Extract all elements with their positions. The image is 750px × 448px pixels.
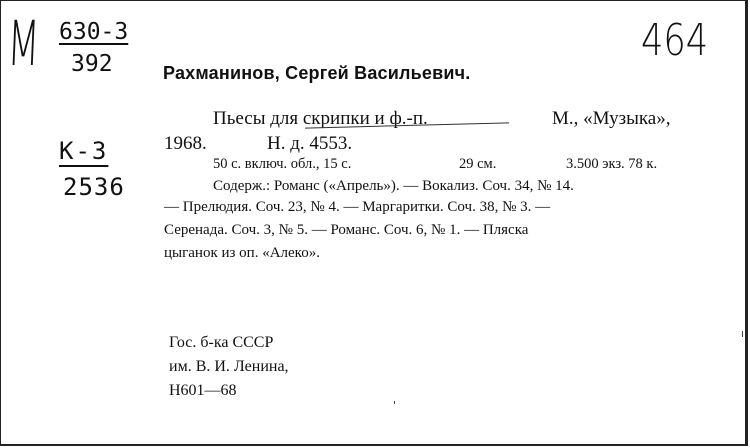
handwritten-call-number-bottom: 392 — [71, 51, 113, 77]
plate-number: Н. д. 4553. — [267, 133, 353, 154]
handwritten-corner-number: 464 — [641, 15, 709, 66]
library-name: Гос. б-ка СССР — [169, 334, 274, 351]
handwritten-k-code-bottom: 2536 — [63, 173, 125, 201]
page-count: 50 с. включ. обл., 15 с. — [213, 156, 352, 172]
format-size: 29 см. — [459, 156, 497, 172]
handwritten-call-number-top: 630-3 — [59, 19, 129, 45]
scan-speck — [742, 331, 743, 337]
work-title: Пьесы для скрипки и ф.-п. — [213, 108, 428, 129]
author-heading: Рахманинов, Сергей Васильевич. — [163, 63, 471, 83]
contents-line: цыганок из оп. «Алеко». — [164, 245, 320, 261]
handwritten-mark-letter: M — [5, 7, 42, 80]
library-name-line2: им. В. И. Ленина, — [169, 358, 289, 375]
contents-line: — Прелюдия. Соч. 23, № 4. — Маргаритки. Соч. 38, № 3. — — [164, 199, 551, 215]
handwritten-k-code-top: К-3 — [59, 137, 109, 165]
contents-line: Содерж.: Романс («Апрель»). — Вокализ. Соч. 34, № 14. — [213, 178, 574, 194]
contents-line: Серенада. Соч. 3, № 5. — Романс. Соч. 6, № 1. — Пляска — [164, 222, 529, 238]
scan-speck — [394, 401, 395, 404]
print-run-price: 3.500 экз. 78 к. — [566, 156, 658, 172]
publisher: М., «Музыка», — [552, 108, 671, 129]
card-number: Н601—68 — [169, 382, 237, 399]
publication-year: 1968. — [164, 133, 207, 154]
